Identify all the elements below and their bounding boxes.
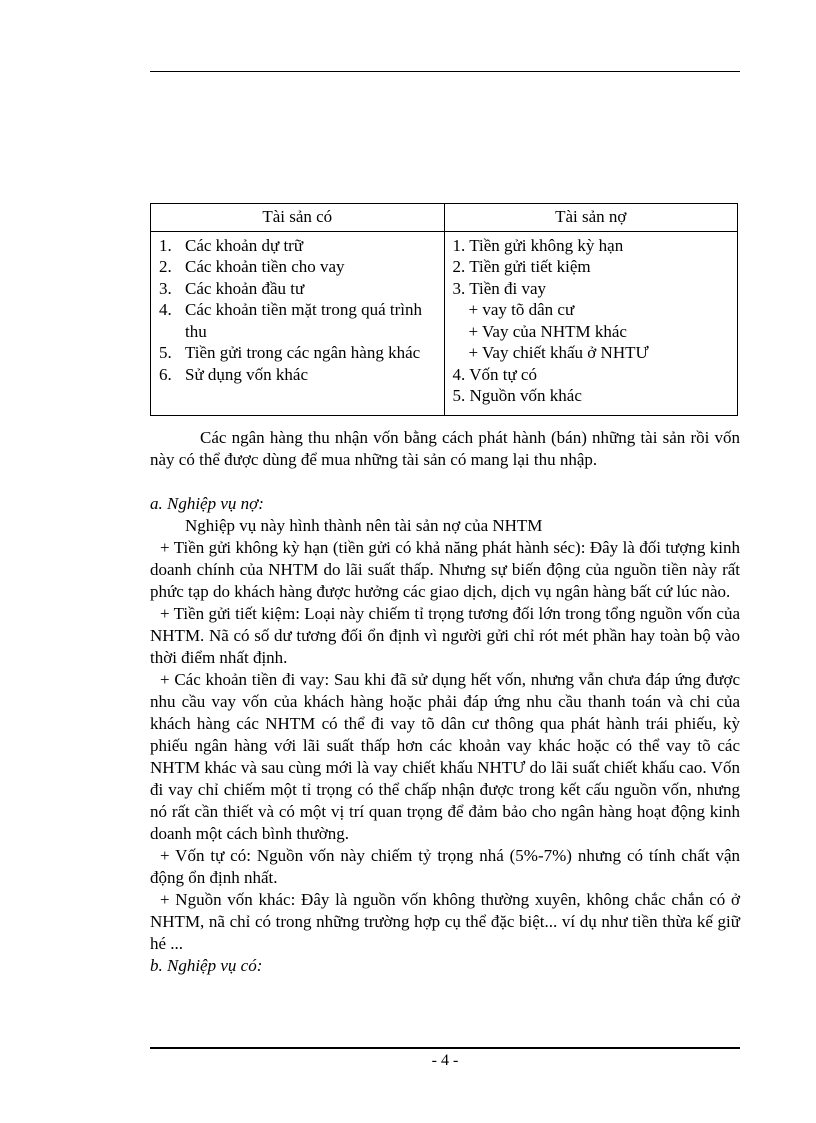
item-text: Sử dụng vốn khác xyxy=(185,364,309,384)
item-text: Các khoản tiền mặt trong quá trình thu xyxy=(185,300,422,341)
item-number: 2. xyxy=(159,257,172,276)
assets-list xyxy=(151,231,445,415)
asset-item xyxy=(159,342,438,364)
equity-paragraph: + Vốn tự có: Nguồn vốn này chiếm tỷ trọng nhá (5%-7%) nhưng có tính chất vận động ổn định nhất. xyxy=(150,845,740,887)
asset-item xyxy=(159,235,438,257)
intro-paragraph: Các ngân hàng thu nhận vốn bằng cách phát hành (bán) những tài sản rồi vốn này có thể được dùng để mua những tài sản có mang lại thu nhập. xyxy=(150,427,740,469)
deposit-demand-paragraph: + Tiền gửi không kỳ hạn (tiền gửi có khả năng phát hành séc): Đây là đối tượng kinh doanh chính của NHTM do lãi suất thấp. Nhưng sự biến động của nguồn tiền này rất phức tạp do khách hàng được hưởng các giao dịch, dịch vụ ngân hàng bất cứ lúc nào. xyxy=(150,537,740,601)
footer-rule xyxy=(150,1047,740,1049)
liability-row: 1. Tiền gửi không kỳ hạn xyxy=(452,235,624,255)
item-number: 4. xyxy=(159,300,172,319)
liabilities-list xyxy=(444,231,738,415)
item-number: 3. xyxy=(159,278,172,298)
section-a-lead: Nghiệp vụ này hình thành nên tài sản nợ của NHTM xyxy=(185,515,543,535)
item-number: 6. xyxy=(159,364,172,384)
liability-sub-row: + Vay của NHTM khác xyxy=(468,321,627,341)
asset-item xyxy=(159,364,438,386)
item-text: Các khoản dự trữ xyxy=(185,235,304,255)
table-header-liabilities: Tài sản nợ xyxy=(444,204,738,232)
table-header-row xyxy=(151,204,738,232)
item-text: Các khoản tiền cho vay xyxy=(185,257,345,276)
asset-item xyxy=(159,256,438,278)
table-body-row xyxy=(151,231,738,415)
liability-row: 5. Nguồn vốn khác xyxy=(452,386,582,405)
item-number: 1. xyxy=(159,235,172,255)
page-number: - 4 - xyxy=(431,1052,459,1069)
balance-sheet-table xyxy=(150,203,738,416)
other-capital-paragraph: + Nguồn vốn khác: Đây là nguồn vốn không thường xuyên, không chắc chắn có ở NHTM, nã chỉ có trong những trường hợp cụ thể đặc biệt... ví dụ như tiền thừa kế giữ hé ... xyxy=(150,889,740,953)
liability-sub-row: + vay tõ dân cư xyxy=(468,300,575,319)
liability-sub-row: + Vay chiết khấu ở NHTƯ xyxy=(468,343,649,362)
item-number: 5. xyxy=(159,343,172,362)
page-content xyxy=(150,0,740,977)
liability-row: 3. Tiền đi vay xyxy=(452,278,547,298)
deposit-savings-paragraph: + Tiền gửi tiết kiệm: Loại này chiếm tỉ trọng tương đối lớn trong tổng nguồn vốn của NHTM. Nã có số dư tương đối ổn định vì người gửi chỉ rót mét phần hay toàn bộ vào thời điểm nhất định. xyxy=(150,603,740,667)
asset-item xyxy=(159,278,438,300)
asset-item xyxy=(159,299,438,342)
section-a-heading: a. Nghiệp vụ nợ: xyxy=(150,493,264,513)
table-header-assets: Tài sản có xyxy=(151,204,445,232)
liability-row: 2. Tiền gửi tiết kiệm xyxy=(452,257,591,276)
liability-row: 4. Vốn tự có xyxy=(452,364,537,384)
item-text: Tiền gửi trong các ngân hàng khác xyxy=(185,343,421,362)
item-text: Các khoản đầu tư xyxy=(185,278,305,298)
borrowings-paragraph: + Các khoản tiền đi vay: Sau khi đã sử dụng hết vốn, nhưng vẫn chưa đáp ứng được nhu cầu vay vốn của khách hàng hoặc phải đáp ứng nhu cầu thanh toán và chi của khách hàng các NHTM có thể đi vay tõ dân cư thông qua phát hành trái phiếu, kỳ phiếu ngân hàng với lãi suất thấp hơn các khoản vay khác hoặc có thể vay tõ các NHTM khác và sau cùng mới là vay chiết khấu NHTƯ do lãi suất chiết khấu cao. Vốn đi vay chỉ chiếm một tỉ trọng có thể chấp nhận được trong kết cấu nguồn vốn, nhưng nó rất cần thiết và có một vị trí quan trọng để đảm bảo cho ngân hàng hoạt động kinh doanh một cách bình thường. xyxy=(150,669,740,843)
section-b-heading: b. Nghiệp vụ có: xyxy=(150,955,263,975)
